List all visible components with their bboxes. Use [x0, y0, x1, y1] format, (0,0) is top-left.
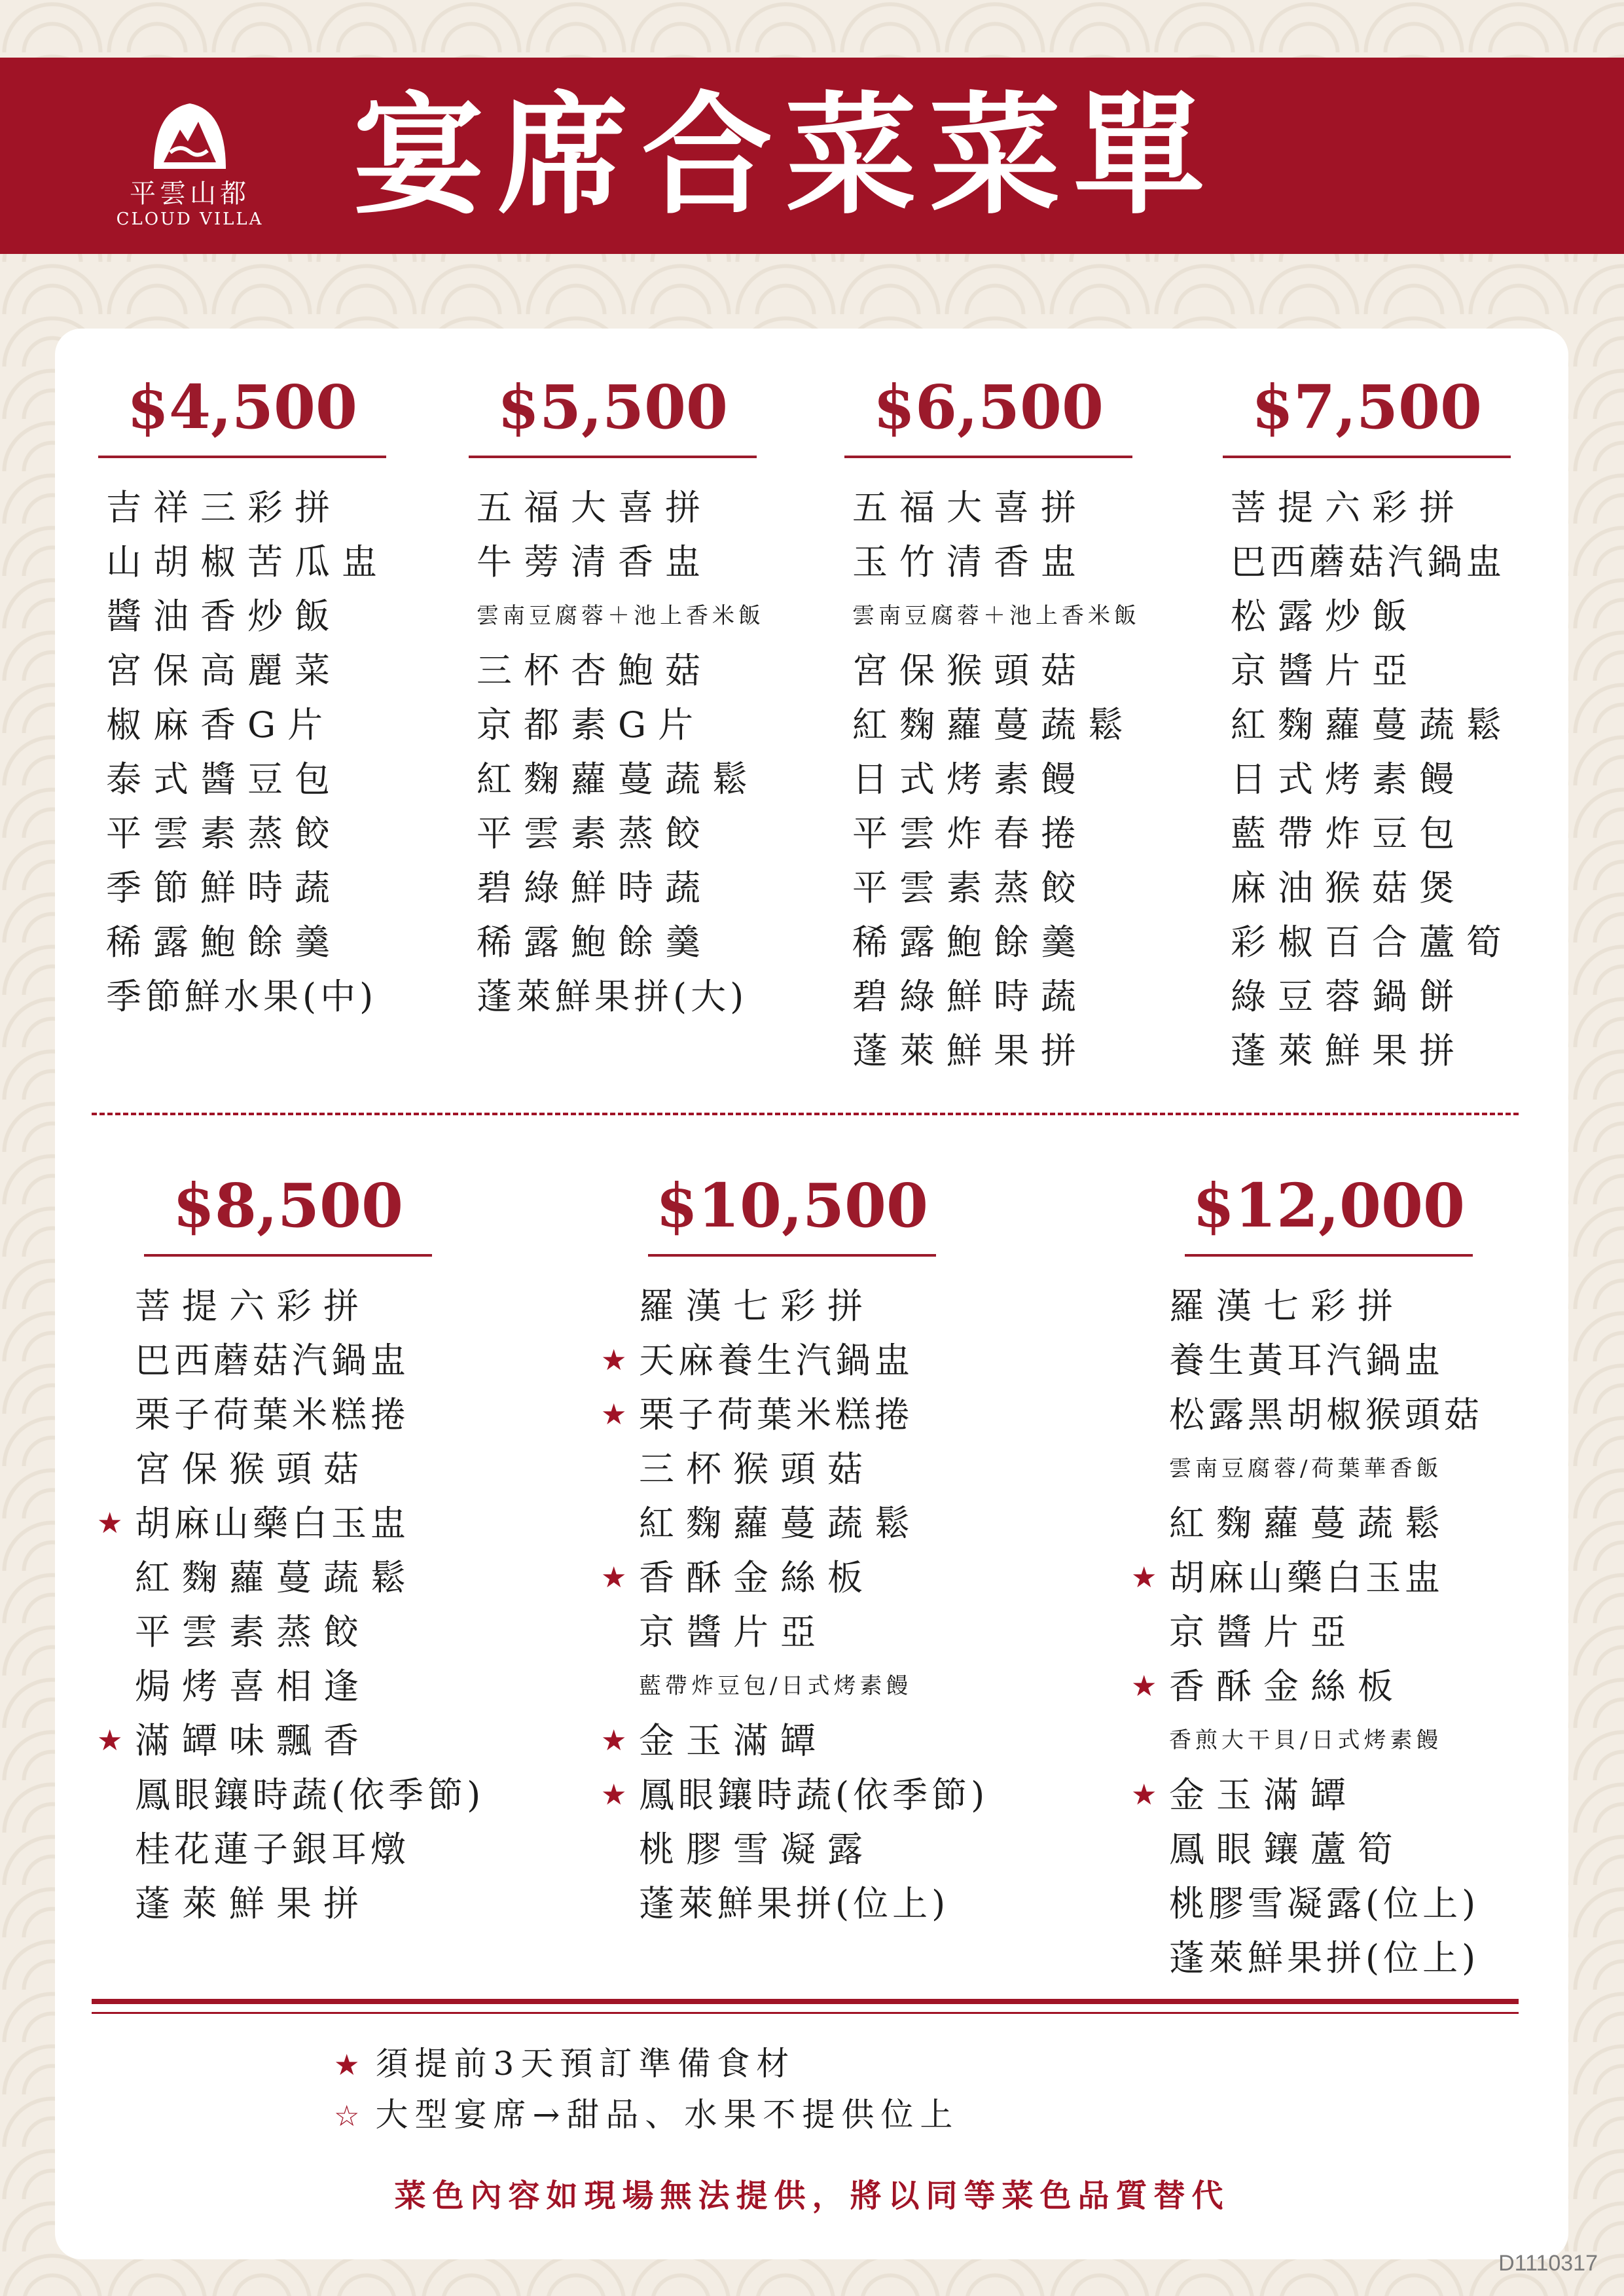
dish-name: 麻油猴菇煲 — [1231, 867, 1466, 908]
page-title: 宴席合菜菜單 — [353, 79, 1218, 232]
dish-name: 稀露鮑餘羹 — [477, 922, 712, 963]
dish-name: 吉祥三彩拼 — [106, 487, 342, 528]
dish-name: 雲南豆腐蓉/荷葉華香飯 — [1169, 1456, 1443, 1482]
dish-item — [1231, 535, 1511, 589]
dish-item — [1131, 1551, 1492, 1605]
dish-item — [852, 535, 1132, 589]
dish-name: 醬油香炒飯 — [106, 596, 342, 637]
dish-item — [477, 915, 757, 969]
dish-name: 蓬萊鮮果拼 — [135, 1883, 370, 1924]
disclaimer: 菜色內容如現場無法提供，將以同等菜色品質替代 — [394, 2178, 1230, 2214]
dish-name: 雲南豆腐蓉＋池上香米飯 — [477, 603, 765, 629]
dish-name: 巴西蘑菇汽鍋盅 — [1231, 541, 1506, 583]
dish-name: 天麻養生汽鍋盅 — [639, 1340, 914, 1381]
dish-item — [852, 915, 1132, 969]
dish-item — [1131, 1659, 1492, 1713]
tier-12000 — [1131, 1166, 1492, 1985]
tier-6500 — [844, 368, 1140, 1078]
dish-item — [1231, 969, 1511, 1024]
tier-price: $7,500 — [1251, 372, 1483, 442]
dish-name: 鳳眼鑲時蔬(依季節) — [135, 1774, 485, 1816]
dish-name: 紅麴蘿蔓蔬鬆 — [639, 1503, 922, 1544]
dish-name: 紅麴蘿蔓蔬鬆 — [852, 704, 1135, 745]
advance-order-star-icon: ★ — [1131, 1778, 1157, 1812]
dish-name: 泰式醬豆包 — [106, 759, 342, 800]
tier-underline — [1223, 456, 1511, 458]
dish-list — [844, 480, 1140, 1078]
dish-item — [477, 480, 757, 535]
dish-name: 桂花蓮子銀耳燉 — [135, 1829, 410, 1870]
dish-item — [601, 1551, 949, 1605]
dish-name: 稀露鮑餘羹 — [106, 922, 342, 963]
dish-name: 金玉滿罈 — [1169, 1774, 1358, 1816]
dish-item — [1169, 1279, 1492, 1333]
tier-10500 — [601, 1166, 989, 1931]
dish-item — [852, 1024, 1132, 1078]
dish-item — [639, 1605, 949, 1659]
dish-name: 養生黃耳汽鍋盅 — [1169, 1340, 1444, 1381]
tier-underline — [144, 1254, 432, 1257]
dish-name: 鳳眼鑲蘆筍 — [1169, 1829, 1405, 1870]
dish-list — [1131, 1279, 1492, 1985]
dish-item — [106, 589, 386, 643]
dish-item — [97, 1496, 445, 1551]
dish-item — [135, 1659, 445, 1713]
dish-name: 桃膠雪凝露 — [639, 1829, 875, 1870]
dish-item — [1169, 1713, 1492, 1768]
dish-list — [98, 480, 389, 1024]
dish-name: 京醬片亞 — [1231, 650, 1419, 691]
dish-item — [477, 752, 757, 806]
dish-item — [852, 480, 1132, 535]
dish-list — [97, 1279, 485, 1931]
dish-item — [135, 1333, 445, 1388]
dish-name: 胡麻山藥白玉盅 — [1169, 1557, 1444, 1598]
dish-item — [135, 1822, 445, 1876]
dish-name: 栗子荷葉米糕捲 — [639, 1394, 914, 1435]
dish-name: 季節鮮時蔬 — [106, 867, 342, 908]
tier-underline — [1185, 1254, 1473, 1257]
dish-name: 蓬萊鮮果拼(大) — [477, 976, 748, 1017]
tier-7500 — [1223, 368, 1511, 1078]
filled-star-icon: ★ — [334, 2049, 360, 2082]
dish-item — [852, 861, 1132, 915]
dish-item — [477, 806, 757, 861]
dish-name: 香煎大干貝/日式烤素饅 — [1169, 1727, 1443, 1753]
advance-order-star-icon: ★ — [1131, 1561, 1157, 1594]
dish-list — [601, 1279, 989, 1931]
note-large-banquet — [334, 2092, 959, 2138]
dish-name: 碧綠鮮時蔬 — [477, 867, 712, 908]
tier-underline — [844, 456, 1132, 458]
dish-name: 平雲素蒸餃 — [135, 1611, 370, 1653]
tier-underline — [469, 456, 757, 458]
dish-name: 三杯猴頭菇 — [639, 1448, 875, 1490]
dish-item — [106, 535, 389, 589]
dish-name: 胡麻山藥白玉盅 — [135, 1503, 410, 1544]
dish-name: 稀露鮑餘羹 — [852, 922, 1088, 963]
tier-underline — [648, 1254, 936, 1257]
dish-item — [135, 1551, 445, 1605]
dish-item — [106, 915, 386, 969]
brand-logo — [98, 97, 281, 228]
dish-item — [477, 643, 757, 698]
note-advance-order — [334, 2041, 795, 2087]
dish-name: 蓬萊鮮果拼 — [1231, 1030, 1466, 1071]
dish-item — [135, 1442, 445, 1496]
dish-item — [852, 589, 1140, 643]
dish-name: 京醬片亞 — [1169, 1611, 1358, 1653]
dish-name: 日式烤素饅 — [1231, 759, 1466, 800]
dish-item — [477, 969, 757, 1024]
dish-item — [106, 806, 386, 861]
dish-name: 宮保高麗菜 — [106, 650, 342, 691]
dish-item — [852, 752, 1132, 806]
dish-item — [601, 1388, 949, 1442]
dish-list — [1223, 480, 1511, 1078]
dish-name: 菩提六彩拼 — [1231, 487, 1466, 528]
tier-price: $12,000 — [1192, 1170, 1466, 1241]
dish-item — [477, 861, 757, 915]
tier-price: $6,500 — [873, 372, 1104, 442]
note-text: 大型宴席→甜品、水果不提供位上 — [375, 2096, 960, 2134]
dish-item — [639, 1822, 949, 1876]
dish-item — [1169, 1822, 1492, 1876]
dish-name: 蓬萊鮮果拼(位上) — [639, 1883, 950, 1924]
dish-name: 栗子荷葉米糕捲 — [135, 1394, 410, 1435]
dish-item — [639, 1659, 949, 1713]
dish-name: 平雲炸春捲 — [852, 813, 1088, 854]
advance-order-star-icon: ★ — [601, 1561, 627, 1594]
dish-name: 巴西蘑菇汽鍋盅 — [135, 1340, 410, 1381]
dish-name: 平雲素蒸餃 — [852, 867, 1088, 908]
advance-order-star-icon: ★ — [97, 1507, 123, 1540]
dish-list — [469, 480, 765, 1024]
dish-name: 紅麴蘿蔓蔬鬆 — [135, 1557, 418, 1598]
dish-item — [852, 806, 1132, 861]
dish-item — [852, 698, 1135, 752]
dish-item — [135, 1876, 445, 1931]
dish-name: 雲南豆腐蓉＋池上香米飯 — [852, 603, 1140, 629]
dish-item — [601, 1768, 989, 1822]
dish-name: 松露炒飯 — [1231, 596, 1419, 637]
dish-name: 藍帶炸豆包/日式烤素饅 — [639, 1673, 912, 1699]
dish-name: 鳳眼鑲時蔬(依季節) — [639, 1774, 989, 1816]
dish-item — [1231, 1024, 1511, 1078]
brand-name-cn: 平雲山都 — [130, 179, 250, 209]
footer-rule-thin — [92, 2012, 1519, 2014]
mountain-cloud-icon — [141, 97, 239, 175]
dish-name: 紅麴蘿蔓蔬鬆 — [1169, 1503, 1452, 1544]
dish-item — [106, 643, 386, 698]
dish-item — [1231, 698, 1511, 752]
dish-item — [1169, 1605, 1492, 1659]
dish-item — [106, 861, 386, 915]
tier-price: $10,500 — [655, 1170, 929, 1241]
dish-item — [1231, 861, 1511, 915]
dish-name: 羅漢七彩拼 — [1169, 1285, 1405, 1327]
dish-name: 宮保猴頭菇 — [135, 1448, 370, 1490]
dish-item — [1169, 1931, 1492, 1985]
tier-underline — [98, 456, 386, 458]
dish-name: 五福大喜拼 — [477, 487, 712, 528]
dish-item — [477, 535, 757, 589]
outline-star-icon: ☆ — [334, 2100, 360, 2133]
dish-item — [135, 1768, 485, 1822]
dish-item — [1169, 1496, 1492, 1551]
dish-item — [97, 1713, 445, 1768]
dish-name: 玉竹清香盅 — [852, 541, 1088, 583]
dish-item — [1231, 915, 1511, 969]
dish-item — [852, 969, 1132, 1024]
dish-item — [1231, 643, 1511, 698]
advance-order-star-icon: ★ — [601, 1778, 627, 1812]
brand-name-en: CLOUD VILLA — [116, 209, 264, 229]
dish-item — [1231, 480, 1511, 535]
dish-name: 紅麴蘿蔓蔬鬆 — [1231, 704, 1513, 745]
dish-name: 日式烤素饅 — [852, 759, 1088, 800]
tier-price: $8,500 — [172, 1170, 404, 1241]
dish-name: 平雲素蒸餃 — [106, 813, 342, 854]
dish-item — [1169, 1876, 1492, 1931]
dish-name: 焗烤喜相逢 — [135, 1666, 370, 1707]
dish-item — [601, 1333, 949, 1388]
dish-item — [135, 1279, 445, 1333]
advance-order-star-icon: ★ — [97, 1724, 123, 1757]
dish-name: 紅麴蘿蔓蔬鬆 — [477, 759, 759, 800]
document-id: D1110317 — [1498, 2251, 1598, 2276]
dish-name: 京都素G片 — [477, 704, 706, 745]
dish-item — [1231, 752, 1511, 806]
dish-item — [106, 752, 386, 806]
dish-item — [852, 643, 1132, 698]
dish-item — [639, 1876, 949, 1931]
advance-order-star-icon: ★ — [601, 1344, 627, 1377]
dish-name: 季節鮮水果(中) — [106, 976, 378, 1017]
tier-8500 — [97, 1166, 485, 1931]
dish-item — [135, 1605, 445, 1659]
dish-item — [106, 480, 386, 535]
dish-item — [477, 589, 765, 643]
note-text: 須提前3天預訂準備食材 — [375, 2045, 796, 2083]
dish-item — [1169, 1388, 1492, 1442]
dish-name: 椒麻香G片 — [106, 704, 335, 745]
dish-name: 金玉滿罈 — [639, 1720, 827, 1761]
dish-item — [135, 1388, 445, 1442]
advance-order-star-icon: ★ — [601, 1724, 627, 1757]
dish-item — [1169, 1333, 1492, 1388]
header-banner — [0, 58, 1624, 254]
dish-item — [1131, 1768, 1492, 1822]
dish-name: 桃膠雪凝露(位上) — [1169, 1883, 1480, 1924]
dish-name: 山胡椒苦瓜盅 — [106, 541, 389, 583]
dish-name: 宮保猴頭菇 — [852, 650, 1088, 691]
dish-name: 牛蒡清香盅 — [477, 541, 712, 583]
dish-item — [1169, 1442, 1492, 1496]
dish-item — [1231, 806, 1511, 861]
dish-item — [106, 969, 386, 1024]
dish-name: 碧綠鮮時蔬 — [852, 976, 1088, 1017]
footer-rule — [92, 1999, 1519, 2004]
dish-name: 香酥金絲板 — [639, 1557, 875, 1598]
section-divider — [92, 1113, 1519, 1115]
dish-item — [1231, 589, 1511, 643]
advance-order-star-icon: ★ — [601, 1398, 627, 1431]
dish-name: 彩椒百合蘆筍 — [1231, 922, 1513, 963]
dish-item — [477, 698, 757, 752]
dish-name: 藍帶炸豆包 — [1231, 813, 1466, 854]
tier-5500 — [469, 368, 765, 1024]
dish-item — [639, 1496, 949, 1551]
dish-item — [106, 698, 386, 752]
dish-name: 滿罈味飄香 — [135, 1720, 370, 1761]
advance-order-star-icon: ★ — [1131, 1670, 1157, 1703]
tier-4500 — [98, 368, 389, 1024]
dish-item — [639, 1442, 949, 1496]
dish-name: 蓬萊鮮果拼(位上) — [1169, 1937, 1480, 1979]
dish-item — [639, 1279, 949, 1333]
dish-name: 京醬片亞 — [639, 1611, 827, 1653]
tier-price: $5,500 — [497, 372, 729, 442]
dish-name: 三杯杏鮑菇 — [477, 650, 712, 691]
dish-name: 平雲素蒸餃 — [477, 813, 712, 854]
dish-name: 香酥金絲板 — [1169, 1666, 1405, 1707]
dish-name: 綠豆蓉鍋餅 — [1231, 976, 1466, 1017]
dish-name: 五福大喜拼 — [852, 487, 1088, 528]
dish-name: 羅漢七彩拼 — [639, 1285, 875, 1327]
dish-name: 蓬萊鮮果拼 — [852, 1030, 1088, 1071]
tier-price: $4,500 — [126, 372, 358, 442]
dish-name: 菩提六彩拼 — [135, 1285, 370, 1327]
dish-item — [601, 1713, 949, 1768]
dish-name: 松露黑胡椒猴頭菇 — [1169, 1394, 1483, 1435]
